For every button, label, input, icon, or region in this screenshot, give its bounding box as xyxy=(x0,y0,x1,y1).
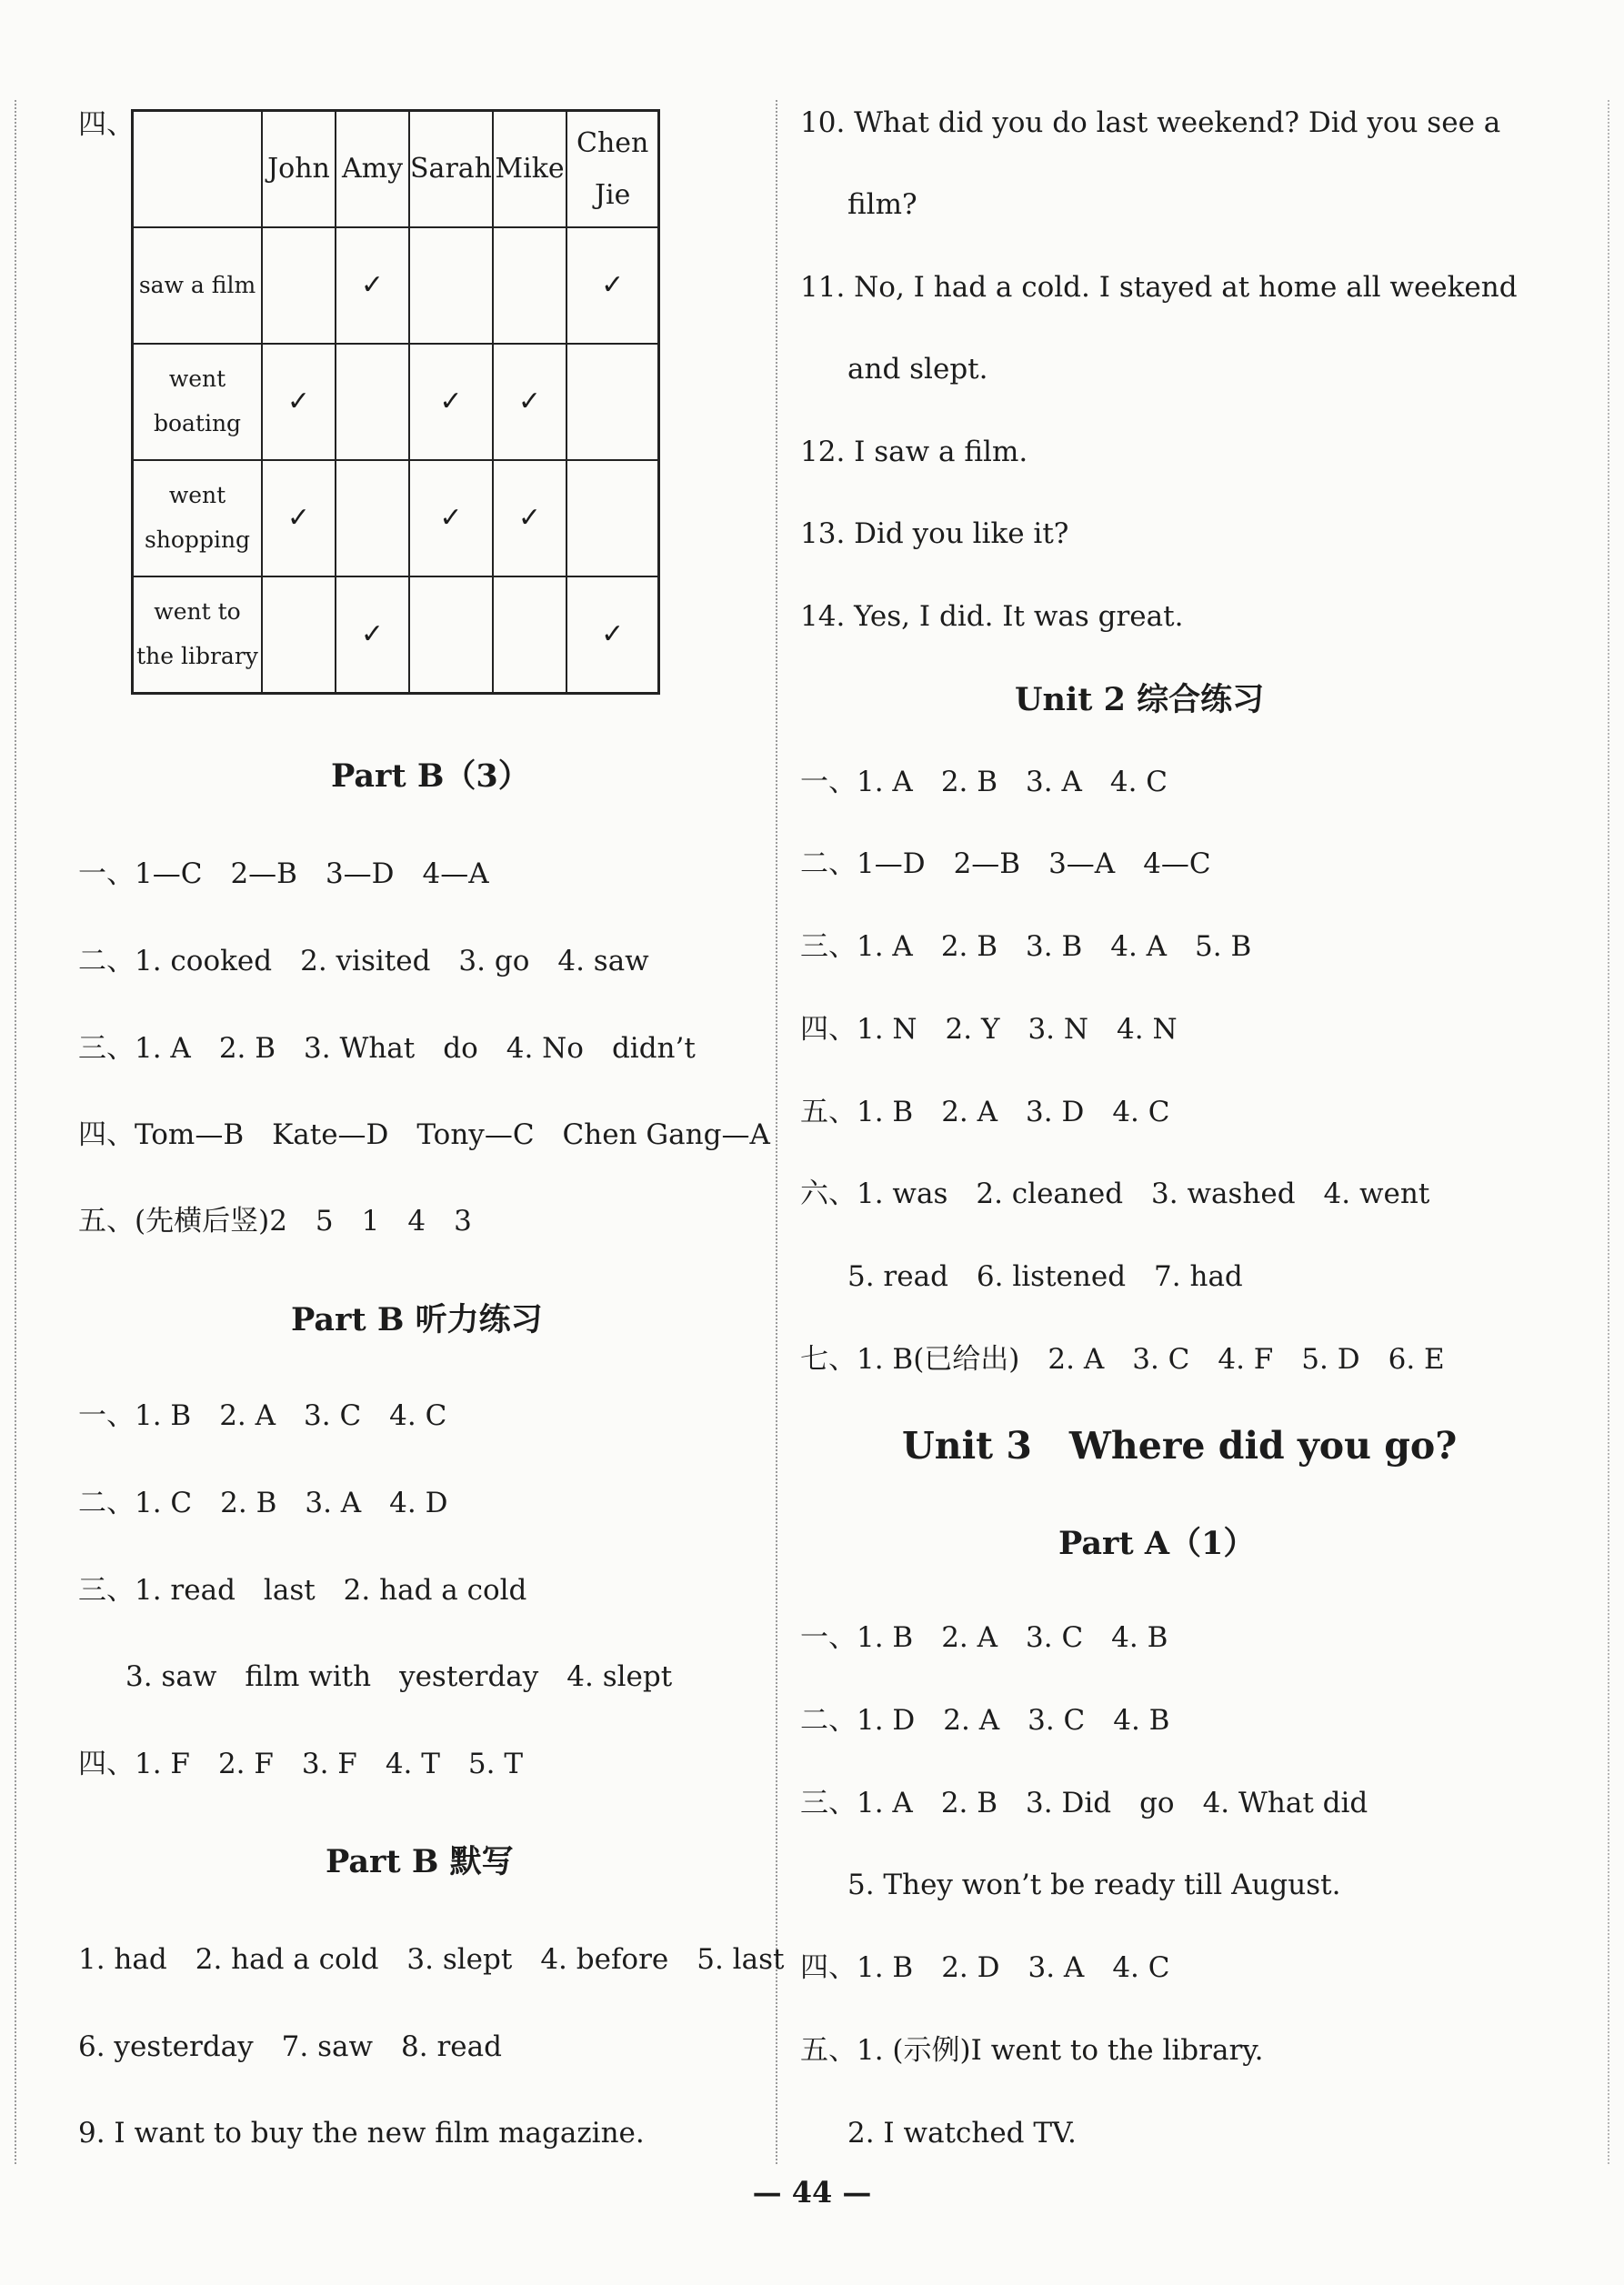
column-header: Chen Jie xyxy=(566,111,659,228)
dictation-title: Part B 默写 xyxy=(326,1843,514,1880)
answer-line: 三、1. A 2. B 3. What do 4. No didn’t xyxy=(78,1032,696,1065)
answer-line: 5. read 6. listened 7. had xyxy=(847,1260,1243,1293)
page-number: — 44 — xyxy=(752,2175,872,2210)
answer-line: 五、1. (示例)I went to the library. xyxy=(800,2034,1264,2067)
answer-line: 六、1. was 2. cleaned 3. washed 4. went xyxy=(800,1178,1430,1210)
answer-line: 二、1. C 2. B 3. A 4. D xyxy=(78,1487,448,1519)
table-row xyxy=(133,344,659,460)
answer-line: 13. Did you like it? xyxy=(800,517,1069,550)
left-margin-guide xyxy=(15,100,16,2164)
answer-line: 二、1. cooked 2. visited 3. go 4. saw xyxy=(78,945,649,977)
answer-line: and slept. xyxy=(847,353,988,386)
answer-line: 三、1. A 2. B 3. Did go 4. What did xyxy=(800,1787,1368,1819)
check-cell xyxy=(409,576,493,694)
row-label: went boating xyxy=(133,344,263,460)
row-label: went to the library xyxy=(133,576,263,694)
row-label: saw a film xyxy=(133,227,263,344)
check-cell xyxy=(262,576,336,694)
answer-line: 四、Tom—B Kate—D Tony—C Chen Gang—A xyxy=(78,1118,770,1151)
check-cell: ✓ xyxy=(493,344,566,460)
answer-line: 三、1. A 2. B 3. B 4. A 5. B xyxy=(800,930,1252,963)
unit3-title: Unit 3 Where did you go? xyxy=(902,1424,1458,1468)
answer-line: 一、1. A 2. B 3. A 4. C xyxy=(800,766,1168,798)
check-cell: ✓ xyxy=(409,344,493,460)
check-cell: ✓ xyxy=(566,227,659,344)
answer-line: 一、1. B 2. A 3. C 4. C xyxy=(78,1399,447,1432)
answer-line: 一、1. B 2. A 3. C 4. B xyxy=(800,1621,1168,1654)
check-cell xyxy=(566,460,659,576)
column-header: Amy xyxy=(336,111,409,228)
answer-line: 一、1—C 2—B 3—D 4—A xyxy=(78,857,489,890)
part-b3-title: Part B（3） xyxy=(331,757,530,795)
answer-line: 三、1. read last 2. had a cold xyxy=(78,1574,527,1607)
check-cell xyxy=(493,227,566,344)
right-margin-guide xyxy=(1608,100,1609,2164)
column-header: John xyxy=(262,111,336,228)
answer-line: 14. Yes, I did. It was great. xyxy=(800,600,1184,633)
activity-table xyxy=(131,109,660,695)
answer-line: 10. What did you do last weekend? Did you see a xyxy=(800,106,1501,139)
table-corner-cell xyxy=(133,111,263,228)
answer-line: 五、(先横后竖)2 5 1 4 3 xyxy=(78,1205,472,1238)
row-label: went shopping xyxy=(133,460,263,576)
check-cell xyxy=(262,227,336,344)
table-row xyxy=(133,576,659,694)
check-cell: ✓ xyxy=(493,460,566,576)
answer-line: film? xyxy=(847,188,917,221)
table-section-label: 四、 xyxy=(78,108,135,141)
answer-line: 3. saw film with yesterday 4. slept xyxy=(125,1660,673,1693)
answer-line: 四、1. F 2. F 3. F 4. T 5. T xyxy=(78,1748,524,1780)
check-cell: ✓ xyxy=(566,576,659,694)
answer-line: 五、1. B 2. A 3. D 4. C xyxy=(800,1096,1170,1128)
check-cell xyxy=(336,460,409,576)
check-cell: ✓ xyxy=(336,576,409,694)
column-header: Sarah xyxy=(409,111,493,228)
check-cell xyxy=(493,576,566,694)
answer-line: 12. I saw a film. xyxy=(800,436,1028,468)
answer-line: 四、1. B 2. D 3. A 4. C xyxy=(800,1951,1170,1984)
check-cell: ✓ xyxy=(336,227,409,344)
answer-line: 七、1. B(已给出) 2. A 3. C 4. F 5. D 6. E xyxy=(800,1343,1445,1376)
check-cell: ✓ xyxy=(262,344,336,460)
check-cell xyxy=(336,344,409,460)
check-cell xyxy=(409,227,493,344)
answer-line: 1. had 2. had a cold 3. slept 4. before 5. last xyxy=(78,1943,785,1976)
answer-line: 二、1. D 2. A 3. C 4. B xyxy=(800,1704,1170,1737)
unit2-review-title: Unit 2 综合练习 xyxy=(1015,681,1265,718)
answer-line: 6. yesterday 7. saw 8. read xyxy=(78,2030,502,2063)
check-cell: ✓ xyxy=(262,460,336,576)
table-header-row xyxy=(133,111,659,228)
table-row xyxy=(133,227,659,344)
check-cell: ✓ xyxy=(409,460,493,576)
part-a1-title: Part A（1） xyxy=(1058,1525,1256,1562)
column-divider xyxy=(776,100,777,2164)
answer-line: 9. I want to buy the new film magazine. xyxy=(78,2117,645,2150)
answer-line: 2. I watched TV. xyxy=(847,2117,1077,2150)
answer-line: 四、1. N 2. Y 3. N 4. N xyxy=(800,1013,1178,1046)
answer-line: 11. No, I had a cold. I stayed at home all weekend xyxy=(800,271,1518,304)
answer-line: 5. They won’t be ready till August. xyxy=(847,1869,1341,1901)
answer-line: 二、1—D 2—B 3—A 4—C xyxy=(800,847,1211,880)
check-cell xyxy=(566,344,659,460)
listening-title: Part B 听力练习 xyxy=(291,1301,543,1338)
column-header: Mike xyxy=(493,111,566,228)
table-row xyxy=(133,460,659,576)
